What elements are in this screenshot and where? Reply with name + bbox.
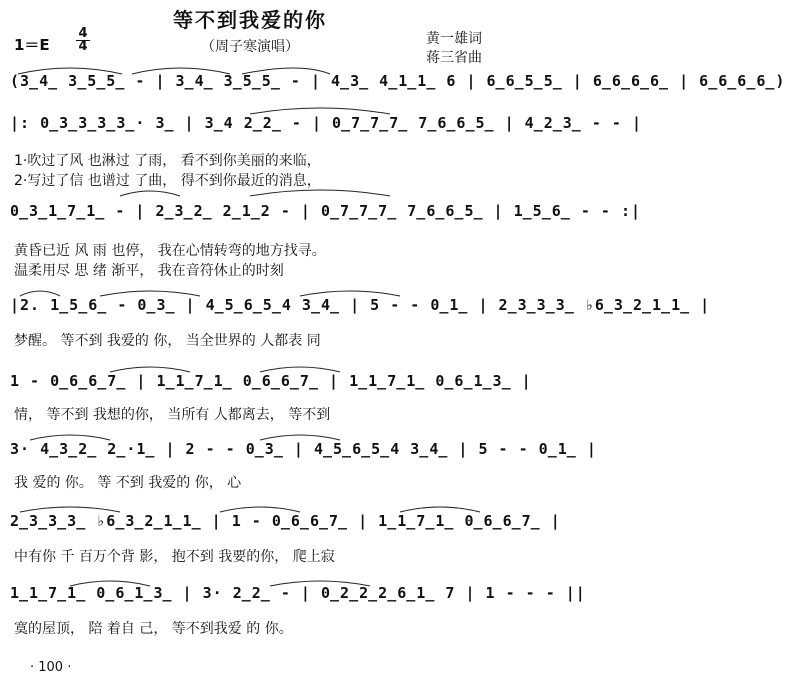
lyric-line-3a: 黄昏已近 风 雨 也停， 我在心情转弯的地方找寻。 <box>14 243 326 259</box>
page-number: · 100 · <box>30 660 72 675</box>
lyric-line-6: 我 爱的 你。 等 不到 我爱的 你， 心 <box>14 475 242 491</box>
performer-line: （周子寒演唱） <box>201 39 299 55</box>
lyricist-credit: 黄一雄词 <box>426 31 482 47</box>
time-signature-bottom: 4 <box>76 40 90 53</box>
score-line-4: |2. 1̲5̲6̲ - 0̲3̲ | 4̲5̲6̲5̲4 3̲4̲ | 5 - - 0̲1̲ | 2̲3̲3̲3̲ ♭6̲3̲2̲1̲1̲ | <box>10 296 711 314</box>
key-signature: 1＝E <box>14 36 50 54</box>
score-line-7: 2̲3̲3̲3̲ ♭6̲3̲2̲1̲1̲ | 1 - 0̲6̲6̲7̲ | 1̲1̲7̲1̲ 0̲6̲6̲7̲ | <box>10 512 561 530</box>
lyric-line-7: 中有你 千 百万个背 影， 抱不到 我要的你， 爬上寂 <box>14 549 335 565</box>
composer-credit: 蒋三省曲 <box>426 50 482 66</box>
lyric-line-3b: 温柔用尽 思 绪 渐平， 我在音符休止的时刻 <box>14 263 284 279</box>
time-signature-top: 4 <box>78 26 88 41</box>
score-line-3: 0̲3̲1̲7̲1̲ - | 2̲3̲2̲ 2̲1̲2 - | 0̲7̲7̲7̲ 7̲6̲6̲5̲ | 1̲5̲6̲ - - :| <box>10 202 641 220</box>
slur-mark <box>120 191 180 196</box>
song-title: 等不到我爱的你 <box>173 8 327 32</box>
lyric-line-2a: 1·吹过了风 也淋过 了雨， 看不到你美丽的来临， <box>14 153 321 169</box>
slur-mark <box>250 190 390 196</box>
lyric-line-2b: 2·写过了信 也谱过 了曲， 得不到你最近的消息， <box>14 173 321 189</box>
lyric-line-8: 寞的屋顶， 陪 着自 己， 等不到我爱 的 你。 <box>14 621 293 637</box>
score-line-5: 1 - 0̲6̲6̲7̲ | 1̲1̲7̲1̲ 0̲6̲6̲7̲ | 1̲1̲7̲1̲ 0̲6̲1̲3̲ | <box>10 372 532 390</box>
score-line-1: (3̲4̲ 3̲5̲5̲ - | 3̲4̲ 3̲5̲5̲ - | 4̲3̲ 4̲1̲1̲ 6 | 6̲6̲5̲5̲ | 6̲6̲6̲6̲ | 6̲6̲6̲6̲) <box>10 72 785 90</box>
score-line-6: 3· 4̲3̲2̲ 2̲·1̲ | 2 - - 0̲3̲ | 4̲5̲6̲5̲4 3̲4̲ | 5 - - 0̲1̲ | <box>10 440 597 458</box>
score-line-2: |: 0̲3̲3̲3̲3̲· 3̲ | 3̲4 2̲2̲ - | 0̲7̲7̲7̲ 7̲6̲6̲5̲ | 4̲2̲3̲ - - | <box>10 114 642 132</box>
lyric-line-5: 情， 等不到 我想的你， 当所有 人都离去， 等不到 <box>14 407 331 423</box>
lyric-line-4: 梦醒。 等不到 我爱的 你， 当全世界的 人都表 同 <box>14 333 321 349</box>
score-line-8: 1̲1̲7̲1̲ 0̲6̲1̲3̲ | 3· 2̲2̲ - | 0̲2̲2̲2̲6̲1̲ 7 | 1 - - - || <box>10 584 586 602</box>
